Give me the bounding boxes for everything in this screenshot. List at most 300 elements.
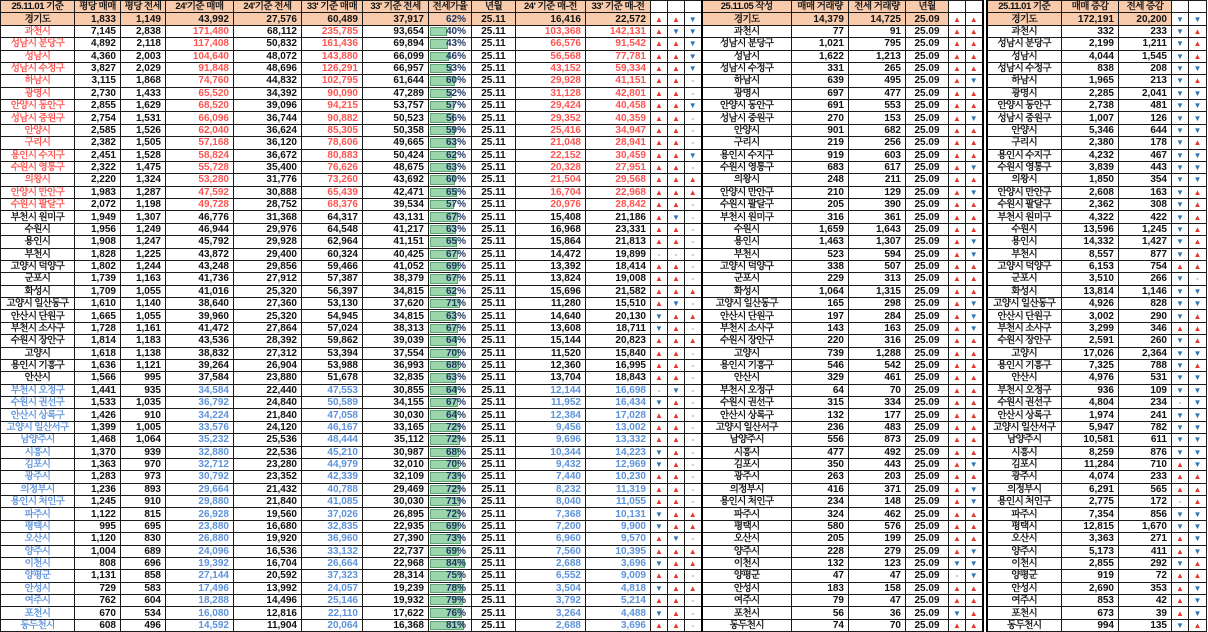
maemae-volume-cell[interactable]: 315	[792, 397, 849, 409]
trend-arrow-3[interactable]: -	[685, 434, 702, 446]
volume-arrow-2[interactable]: ▲	[966, 273, 983, 285]
region-cell-right[interactable]: 고양시 일산동구	[987, 298, 1062, 310]
trend-arrow-2[interactable]: ▲	[668, 397, 685, 409]
region-cell-right[interactable]: 하남시	[987, 75, 1062, 87]
price33-maemae-cell[interactable]: 37,323	[302, 570, 363, 582]
price24-maemae-cell[interactable]: 34,224	[166, 409, 234, 421]
gap24-cell[interactable]: 29,928	[516, 75, 586, 87]
region-cell[interactable]: 부천시	[1, 248, 75, 260]
pyeong-maemae-cell[interactable]: 762	[75, 595, 121, 607]
volume-arrow-1[interactable]: ▲	[949, 149, 966, 161]
region-cell-right[interactable]: 고양시 일산서구	[987, 421, 1062, 433]
change-arrow-2[interactable]: ▼	[1189, 409, 1207, 421]
change-arrow-2[interactable]: ▼	[1189, 446, 1207, 458]
yearmonth-mid-cell[interactable]: 25.09	[906, 273, 949, 285]
jeonse-ratio-cell[interactable]	[429, 25, 472, 37]
gap33-cell[interactable]: 28,842	[586, 199, 651, 211]
volume-arrow-2[interactable]: ▲	[966, 335, 983, 347]
price24-maemae-cell[interactable]: 66,096	[166, 112, 234, 124]
jeonse-ratio-cell[interactable]	[429, 533, 472, 545]
volume-arrow-1[interactable]: ▼	[949, 557, 966, 569]
price33-jeonse-cell[interactable]: 49,665	[363, 137, 429, 149]
region-cell-middle[interactable]: 양평군	[702, 570, 792, 582]
trend-arrow-2[interactable]: ▲	[668, 421, 685, 433]
region-cell[interactable]: 김포시	[1, 458, 75, 470]
pyeong-jeonse-cell[interactable]: 939	[121, 446, 166, 458]
gap33-cell[interactable]: 9,570	[586, 533, 651, 545]
price33-maemae-cell[interactable]: 60,324	[302, 248, 363, 260]
price24-maemae-cell[interactable]: 43,992	[166, 13, 234, 25]
jeonse-ratio-cell[interactable]	[429, 112, 472, 124]
header-33-jeonse[interactable]: 33' 기준 전세	[363, 1, 429, 13]
trend-arrow-3[interactable]: -	[685, 248, 702, 260]
price33-jeonse-cell[interactable]: 35,112	[363, 434, 429, 446]
region-cell[interactable]: 수원시 영통구	[1, 161, 75, 173]
volume-arrow-2[interactable]: ▲	[966, 211, 983, 223]
trend-arrow-1[interactable]: ▲	[651, 298, 668, 310]
volume-arrow-1[interactable]: ▲	[949, 508, 966, 520]
volume-arrow-2[interactable]: ▲	[966, 260, 983, 272]
price24-maemae-cell[interactable]: 171,480	[166, 25, 234, 37]
price33-jeonse-cell[interactable]: 37,554	[363, 347, 429, 359]
volume-arrow-1[interactable]: ▲	[949, 285, 966, 297]
header-24-jeonse[interactable]: 24'기준 전세	[234, 1, 302, 13]
region-cell-middle[interactable]: 수원시	[702, 223, 792, 235]
yearmonth-mid-cell[interactable]: 25.09	[906, 335, 949, 347]
region-cell-middle[interactable]: 성남시 중원구	[702, 112, 792, 124]
gap33-cell[interactable]: 10,395	[586, 545, 651, 557]
price33-maemae-cell[interactable]: 94,215	[302, 100, 363, 112]
maemae-change-cell[interactable]: 5,346	[1062, 124, 1119, 136]
region-cell-right[interactable]: 수원시 영통구	[987, 161, 1062, 173]
volume-arrow-1[interactable]: ▲	[949, 75, 966, 87]
jeonse-change-cell[interactable]: 565	[1119, 483, 1172, 495]
price33-maemae-cell[interactable]: 32,835	[302, 520, 363, 532]
region-cell-middle[interactable]: 동두천시	[702, 619, 792, 631]
jeonse-change-cell[interactable]: 266	[1119, 273, 1172, 285]
jeonse-change-cell[interactable]: 241	[1119, 409, 1172, 421]
yearmonth-mid-cell[interactable]: 25.09	[906, 471, 949, 483]
price24-maemae-cell[interactable]: 49,728	[166, 199, 234, 211]
change-arrow-2[interactable]: ▲	[1189, 557, 1207, 569]
yearmonth-left-cell[interactable]: 25.11	[472, 137, 516, 149]
gap24-cell[interactable]: 16,416	[516, 13, 586, 25]
price24-maemae-cell[interactable]: 35,232	[166, 434, 234, 446]
gap33-cell[interactable]: 18,414	[586, 260, 651, 272]
gap24-cell[interactable]: 12,144	[516, 384, 586, 396]
jeonse-volume-cell[interactable]: 284	[849, 310, 906, 322]
volume-arrow-1[interactable]: ▲	[949, 421, 966, 433]
yearmonth-left-cell[interactable]: 25.11	[472, 149, 516, 161]
jeonse-volume-cell[interactable]: 334	[849, 397, 906, 409]
price24-maemae-cell[interactable]: 16,080	[166, 607, 234, 619]
volume-arrow-1[interactable]: ▲	[949, 446, 966, 458]
pyeong-jeonse-cell[interactable]: 2,838	[121, 25, 166, 37]
region-cell[interactable]: 평택시	[1, 520, 75, 532]
trend-arrow-2[interactable]: ▲	[668, 496, 685, 508]
maemae-volume-cell[interactable]: 1,659	[792, 223, 849, 235]
yearmonth-left-cell[interactable]: 25.11	[472, 285, 516, 297]
trend-arrow-1[interactable]: ▲	[651, 471, 668, 483]
jeonse-ratio-cell[interactable]	[429, 434, 472, 446]
jeonse-volume-cell[interactable]: 603	[849, 149, 906, 161]
maemae-volume-cell[interactable]: 236	[792, 421, 849, 433]
jeonse-ratio-cell[interactable]	[429, 174, 472, 186]
gap33-cell[interactable]: 23,331	[586, 223, 651, 235]
jeonse-ratio-cell[interactable]	[429, 458, 472, 470]
pyeong-maemae-cell[interactable]: 2,730	[75, 87, 121, 99]
price24-maemae-cell[interactable]: 68,520	[166, 100, 234, 112]
trend-arrow-3[interactable]: -	[685, 570, 702, 582]
header-24-maemae[interactable]: 24'기준 매매	[166, 1, 234, 13]
price33-jeonse-cell[interactable]: 22,935	[363, 520, 429, 532]
maemae-change-cell[interactable]: 838	[1062, 62, 1119, 74]
price24-maemae-cell[interactable]: 38,640	[166, 298, 234, 310]
volume-arrow-2[interactable]: ▼	[966, 112, 983, 124]
volume-arrow-2[interactable]: ▲	[966, 384, 983, 396]
region-cell-right[interactable]: 용인시 처인구	[987, 496, 1062, 508]
trend-arrow-2[interactable]: ▲	[668, 570, 685, 582]
yearmonth-mid-cell[interactable]: 25.09	[906, 421, 949, 433]
change-arrow-2[interactable]: ▲	[1189, 50, 1207, 62]
maemae-change-cell[interactable]: 5,173	[1062, 545, 1119, 557]
region-cell-middle[interactable]: 김포시	[702, 458, 792, 470]
jeonse-ratio-cell[interactable]	[429, 508, 472, 520]
volume-arrow-1[interactable]: ▲	[949, 619, 966, 631]
gap24-cell[interactable]: 13,824	[516, 273, 586, 285]
volume-arrow-1[interactable]: ▲	[949, 211, 966, 223]
yearmonth-left-cell[interactable]: 25.11	[472, 186, 516, 198]
jeonse-change-cell[interactable]: 39	[1119, 607, 1172, 619]
yearmonth-left-cell[interactable]: 25.11	[472, 112, 516, 124]
gap24-cell[interactable]: 6,552	[516, 570, 586, 582]
volume-arrow-2[interactable]: ▲	[966, 434, 983, 446]
maemae-volume-cell[interactable]: 197	[792, 310, 849, 322]
maemae-change-cell[interactable]: 2,738	[1062, 100, 1119, 112]
price24-maemae-cell[interactable]: 32,712	[166, 458, 234, 470]
maemae-volume-cell[interactable]: 1,064	[792, 285, 849, 297]
region-cell-middle[interactable]: 과천시	[702, 25, 792, 37]
pyeong-jeonse-cell[interactable]: 1,307	[121, 211, 166, 223]
jeonse-change-cell[interactable]: 213	[1119, 75, 1172, 87]
jeonse-volume-cell[interactable]: 682	[849, 124, 906, 136]
price33-maemae-cell[interactable]: 47,058	[302, 409, 363, 421]
volume-arrow-1[interactable]: ▲	[949, 137, 966, 149]
region-cell[interactable]: 동두천시	[1, 619, 75, 631]
price33-maemae-cell[interactable]: 25,146	[302, 595, 363, 607]
trend-arrow-1[interactable]: ▼	[651, 322, 668, 334]
pyeong-maemae-cell[interactable]: 2,382	[75, 137, 121, 149]
gap33-cell[interactable]: 19,899	[586, 248, 651, 260]
jeonse-volume-cell[interactable]: 148	[849, 496, 906, 508]
maemae-change-cell[interactable]: 2,591	[1062, 335, 1119, 347]
gap24-cell[interactable]: 13,704	[516, 372, 586, 384]
change-arrow-1[interactable]: ▼	[1172, 112, 1189, 124]
maemae-volume-cell[interactable]: 1,021	[792, 38, 849, 50]
volume-arrow-2[interactable]: ▲	[966, 100, 983, 112]
pyeong-maemae-cell[interactable]: 1,956	[75, 223, 121, 235]
price24-jeonse-cell[interactable]: 31,368	[234, 211, 302, 223]
region-cell[interactable]: 의정부시	[1, 483, 75, 495]
jeonse-change-cell[interactable]: 72	[1119, 570, 1172, 582]
price24-jeonse-cell[interactable]: 16,704	[234, 557, 302, 569]
volume-arrow-1[interactable]: ▲	[949, 335, 966, 347]
jeonse-volume-cell[interactable]: 163	[849, 322, 906, 334]
region-cell[interactable]: 의왕시	[1, 174, 75, 186]
jeonse-volume-cell[interactable]: 873	[849, 434, 906, 446]
region-cell[interactable]: 고양시 일산동구	[1, 298, 75, 310]
yearmonth-left-cell[interactable]: 25.11	[472, 199, 516, 211]
jeonse-volume-cell[interactable]: 211	[849, 174, 906, 186]
jeonse-change-cell[interactable]: 346	[1119, 322, 1172, 334]
region-cell-middle[interactable]: 고양시 일산동구	[702, 298, 792, 310]
pyeong-maemae-cell[interactable]: 608	[75, 619, 121, 631]
trend-arrow-1[interactable]: ▲	[651, 260, 668, 272]
region-cell-middle[interactable]: 의정부시	[702, 483, 792, 495]
price33-maemae-cell[interactable]: 76,626	[302, 161, 363, 173]
price24-maemae-cell[interactable]: 29,664	[166, 483, 234, 495]
gap33-cell[interactable]: 30,459	[586, 149, 651, 161]
price33-maemae-cell[interactable]: 60,489	[302, 13, 363, 25]
change-arrow-2[interactable]: ▲	[1189, 223, 1207, 235]
trend-arrow-1[interactable]: ▼	[651, 557, 668, 569]
header-jeonse-ratio[interactable]: 전세가율	[429, 1, 472, 13]
yearmonth-mid-cell[interactable]: 25.09	[906, 149, 949, 161]
maemae-change-cell[interactable]: 2,690	[1062, 582, 1119, 594]
price24-maemae-cell[interactable]: 117,408	[166, 38, 234, 50]
change-arrow-2[interactable]: ▼	[1189, 13, 1207, 25]
price33-maemae-cell[interactable]: 57,024	[302, 322, 363, 334]
price33-maemae-cell[interactable]: 20,064	[302, 619, 363, 631]
maemae-change-cell[interactable]: 919	[1062, 570, 1119, 582]
trend-arrow-1[interactable]: ▲	[651, 372, 668, 384]
jeonse-change-cell[interactable]: 126	[1119, 112, 1172, 124]
maemae-volume-cell[interactable]: 316	[792, 211, 849, 223]
pyeong-maemae-cell[interactable]: 1,468	[75, 434, 121, 446]
change-arrow-1[interactable]: ▼	[1172, 13, 1189, 25]
trend-arrow-2[interactable]: ▲	[668, 582, 685, 594]
pyeong-jeonse-cell[interactable]: 1,324	[121, 174, 166, 186]
jeonse-change-cell[interactable]: 1,427	[1119, 236, 1172, 248]
region-cell[interactable]: 구리시	[1, 137, 75, 149]
region-cell[interactable]: 안산시 단원구	[1, 310, 75, 322]
price24-maemae-cell[interactable]: 46,776	[166, 211, 234, 223]
change-arrow-2[interactable]: ▲	[1189, 137, 1207, 149]
change-arrow-2[interactable]: ▼	[1189, 285, 1207, 297]
volume-arrow-1[interactable]: ▲	[949, 595, 966, 607]
price33-maemae-cell[interactable]: 78,606	[302, 137, 363, 149]
change-arrow-1[interactable]: ▼	[1172, 87, 1189, 99]
trend-arrow-1[interactable]: ▲	[651, 496, 668, 508]
trend-arrow-3[interactable]: -	[685, 112, 702, 124]
yearmonth-mid-cell[interactable]: 25.09	[906, 199, 949, 211]
price24-maemae-cell[interactable]: 41,016	[166, 285, 234, 297]
pyeong-maemae-cell[interactable]: 1,245	[75, 496, 121, 508]
jeonse-ratio-cell[interactable]	[429, 62, 472, 74]
yearmonth-mid-cell[interactable]: 25.09	[906, 112, 949, 124]
jeonse-ratio-cell[interactable]	[429, 124, 472, 136]
gap24-cell[interactable]: 103,368	[516, 25, 586, 37]
price33-maemae-cell[interactable]: 64,548	[302, 223, 363, 235]
pyeong-jeonse-cell[interactable]: 970	[121, 458, 166, 470]
price33-jeonse-cell[interactable]: 50,424	[363, 149, 429, 161]
volume-arrow-1[interactable]: ▲	[949, 434, 966, 446]
price33-maemae-cell[interactable]: 22,110	[302, 607, 363, 619]
volume-arrow-1[interactable]: ▲	[949, 199, 966, 211]
jeonse-change-cell[interactable]: 290	[1119, 310, 1172, 322]
pyeong-jeonse-cell[interactable]: 1,868	[121, 75, 166, 87]
gap24-cell[interactable]: 15,144	[516, 335, 586, 347]
region-cell-right[interactable]: 수원시 팔달구	[987, 199, 1062, 211]
region-cell-middle[interactable]: 파주시	[702, 508, 792, 520]
change-arrow-2[interactable]: ▼	[1189, 124, 1207, 136]
price24-jeonse-cell[interactable]: 24,120	[234, 421, 302, 433]
change-arrow-2[interactable]: ▲	[1189, 471, 1207, 483]
volume-arrow-2[interactable]: ▲	[966, 421, 983, 433]
jeonse-ratio-cell[interactable]	[429, 483, 472, 495]
price33-jeonse-cell[interactable]: 47,289	[363, 87, 429, 99]
gap33-cell[interactable]: 40,359	[586, 112, 651, 124]
region-cell[interactable]: 이천시	[1, 557, 75, 569]
change-arrow-2[interactable]: ▼	[1189, 372, 1207, 384]
volume-arrow-2[interactable]: ▲	[966, 619, 983, 631]
gap24-cell[interactable]: 15,864	[516, 236, 586, 248]
maemae-volume-cell[interactable]: 1,622	[792, 50, 849, 62]
yearmonth-left-cell[interactable]: 25.11	[472, 520, 516, 532]
region-cell-right[interactable]: 성남시	[987, 50, 1062, 62]
region-cell[interactable]: 경기도	[1, 13, 75, 25]
maemae-volume-cell[interactable]: 220	[792, 335, 849, 347]
region-cell-middle[interactable]: 남양주시	[702, 434, 792, 446]
trend-arrow-3[interactable]: -	[685, 533, 702, 545]
change-arrow-1[interactable]: ▼	[1172, 211, 1189, 223]
gap24-cell[interactable]: 7,200	[516, 520, 586, 532]
volume-arrow-1[interactable]: ▲	[949, 112, 966, 124]
pyeong-maemae-cell[interactable]: 1,709	[75, 285, 121, 297]
region-cell-right[interactable]: 화성시	[987, 285, 1062, 297]
pyeong-maemae-cell[interactable]: 1,828	[75, 248, 121, 260]
trend-arrow-1[interactable]: ▲	[651, 199, 668, 211]
pyeong-jeonse-cell[interactable]: 815	[121, 508, 166, 520]
maemae-volume-cell[interactable]: 580	[792, 520, 849, 532]
price24-jeonse-cell[interactable]: 23,352	[234, 471, 302, 483]
price24-jeonse-cell[interactable]: 25,320	[234, 285, 302, 297]
volume-arrow-1[interactable]: ▲	[949, 582, 966, 594]
volume-arrow-2[interactable]: ▲	[966, 508, 983, 520]
region-cell-right[interactable]: 수원시	[987, 223, 1062, 235]
trend-arrow-3[interactable]: -	[685, 496, 702, 508]
trend-arrow-2[interactable]: ▲	[668, 409, 685, 421]
jeonse-volume-cell[interactable]: 36	[849, 607, 906, 619]
volume-arrow-2[interactable]: ▲	[966, 87, 983, 99]
region-cell-middle[interactable]: 용인시 처인구	[702, 496, 792, 508]
volume-arrow-2[interactable]: ▼	[966, 75, 983, 87]
change-arrow-1[interactable]: ▼	[1172, 298, 1189, 310]
trend-arrow-2[interactable]: ▲	[668, 557, 685, 569]
price24-jeonse-cell[interactable]: 21,840	[234, 496, 302, 508]
yearmonth-left-cell[interactable]: 25.11	[472, 298, 516, 310]
region-cell-right[interactable]: 포천시	[987, 607, 1062, 619]
price24-jeonse-cell[interactable]: 44,832	[234, 75, 302, 87]
volume-arrow-2[interactable]: ▲	[966, 446, 983, 458]
volume-arrow-2[interactable]: ▲	[966, 199, 983, 211]
change-arrow-1[interactable]: ▼	[1172, 62, 1189, 74]
region-cell-middle[interactable]: 수원시 팔달구	[702, 199, 792, 211]
gap24-cell[interactable]: 29,424	[516, 100, 586, 112]
volume-arrow-1[interactable]: ▲	[949, 372, 966, 384]
yearmonth-left-cell[interactable]: 25.11	[472, 223, 516, 235]
region-cell[interactable]: 용인시 수지구	[1, 149, 75, 161]
price24-jeonse-cell[interactable]: 30,888	[234, 186, 302, 198]
region-cell-middle[interactable]: 용인시	[702, 236, 792, 248]
yearmonth-mid-cell[interactable]: 25.09	[906, 298, 949, 310]
yearmonth-mid-cell[interactable]: 25.09	[906, 619, 949, 631]
price24-jeonse-cell[interactable]: 23,880	[234, 372, 302, 384]
maemae-change-cell[interactable]: 332	[1062, 25, 1119, 37]
change-arrow-1[interactable]: ▼	[1172, 161, 1189, 173]
maemae-volume-cell[interactable]: 331	[792, 62, 849, 74]
region-cell[interactable]: 여주시	[1, 595, 75, 607]
header-arrow-col-3[interactable]	[685, 1, 702, 13]
maemae-volume-cell[interactable]: 132	[792, 557, 849, 569]
header-left-title[interactable]: 25.11.01 기준	[1, 1, 75, 13]
region-cell-right[interactable]: 동두천시	[987, 619, 1062, 631]
price33-jeonse-cell[interactable]: 69,894	[363, 38, 429, 50]
region-cell-right[interactable]: 안산시	[987, 372, 1062, 384]
gap24-cell[interactable]: 31,128	[516, 87, 586, 99]
yearmonth-left-cell[interactable]: 25.11	[472, 384, 516, 396]
pyeong-jeonse-cell[interactable]: 858	[121, 570, 166, 582]
price24-jeonse-cell[interactable]: 36,672	[234, 149, 302, 161]
trend-arrow-2[interactable]: ▲	[668, 112, 685, 124]
pyeong-maemae-cell[interactable]: 1,399	[75, 421, 121, 433]
trend-arrow-1[interactable]: ▲	[651, 421, 668, 433]
region-cell[interactable]: 광명시	[1, 87, 75, 99]
change-arrow-2[interactable]: ▼	[1189, 298, 1207, 310]
header-pyeong-jeonse[interactable]: 평당 전세	[121, 1, 166, 13]
header-maemae-volume[interactable]: 매매 거래량	[792, 1, 849, 13]
yearmonth-left-cell[interactable]: 25.11	[472, 87, 516, 99]
region-cell[interactable]: 부천시 소사구	[1, 322, 75, 334]
gap24-cell[interactable]: 3,264	[516, 607, 586, 619]
price33-maemae-cell[interactable]: 57,387	[302, 273, 363, 285]
yearmonth-left-cell[interactable]: 25.11	[472, 397, 516, 409]
yearmonth-left-cell[interactable]: 25.11	[472, 619, 516, 631]
yearmonth-mid-cell[interactable]: 25.09	[906, 545, 949, 557]
change-arrow-1[interactable]: ▲	[1172, 545, 1189, 557]
trend-arrow-3[interactable]: -	[685, 273, 702, 285]
jeonse-ratio-cell[interactable]	[429, 75, 472, 87]
price24-jeonse-cell[interactable]: 50,832	[234, 38, 302, 50]
jeonse-change-cell[interactable]: 1,211	[1119, 38, 1172, 50]
maemae-volume-cell[interactable]: 1,463	[792, 236, 849, 248]
region-cell[interactable]: 안성시	[1, 582, 75, 594]
region-cell-right[interactable]: 파주시	[987, 508, 1062, 520]
jeonse-change-cell[interactable]: 354	[1119, 174, 1172, 186]
gap33-cell[interactable]: 16,698	[586, 384, 651, 396]
volume-arrow-2[interactable]: ▲	[966, 124, 983, 136]
change-arrow-1[interactable]: ▲	[1172, 458, 1189, 470]
region-cell-middle[interactable]: 성남시 수정구	[702, 62, 792, 74]
pyeong-maemae-cell[interactable]: 1,636	[75, 359, 121, 371]
price33-maemae-cell[interactable]: 102,795	[302, 75, 363, 87]
region-cell-middle[interactable]: 여주시	[702, 595, 792, 607]
volume-arrow-2[interactable]: ▲	[966, 62, 983, 74]
trend-arrow-2[interactable]: ▲	[668, 545, 685, 557]
region-cell-middle[interactable]: 의왕시	[702, 174, 792, 186]
trend-arrow-3[interactable]: ▲	[685, 582, 702, 594]
change-arrow-2[interactable]: ▼	[1189, 397, 1207, 409]
